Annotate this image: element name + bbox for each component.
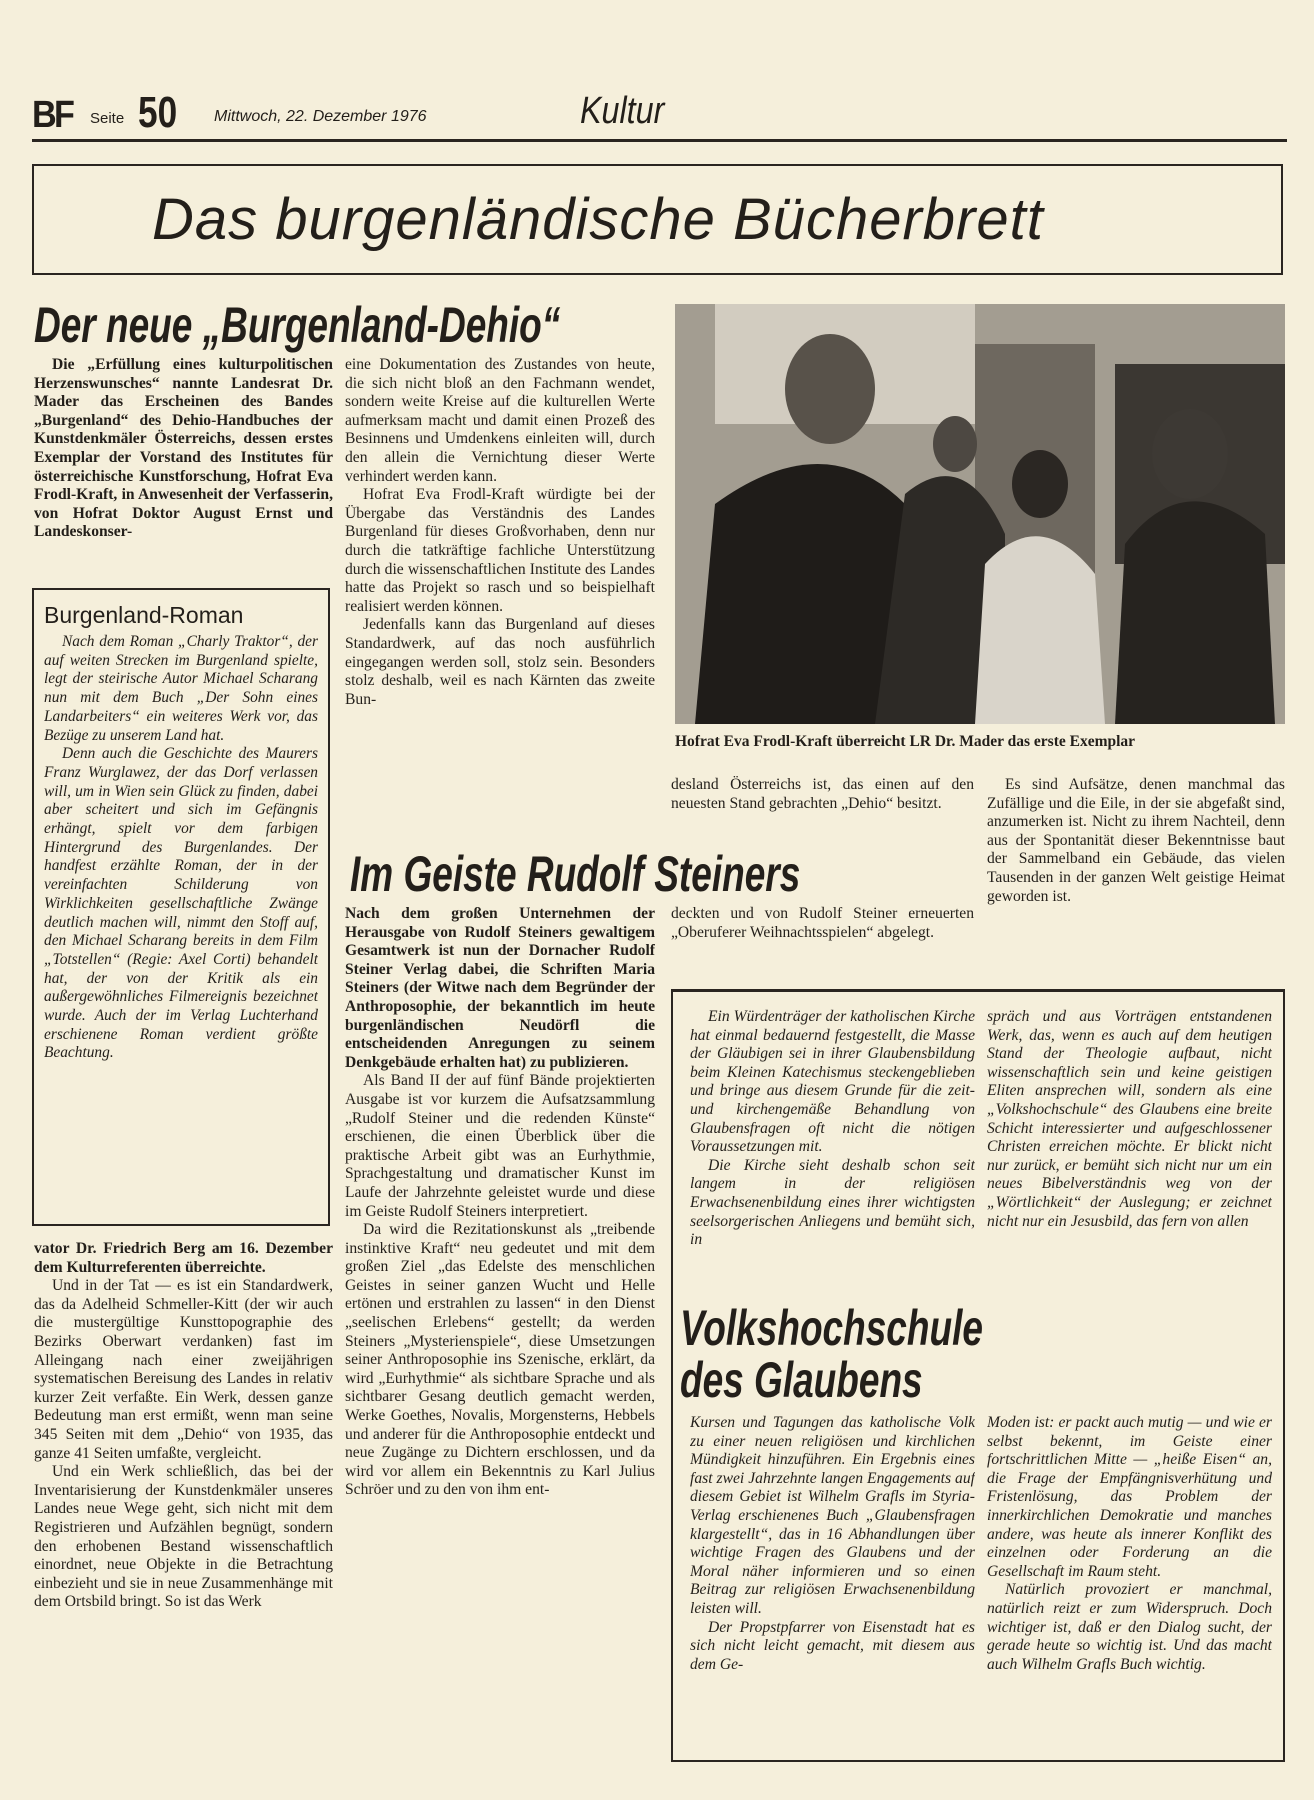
article-dehio-col2 bbox=[345, 356, 655, 826]
article-dehio-col1-bottom bbox=[34, 1240, 333, 1760]
article-vhs-bottom-right bbox=[987, 1414, 1272, 1754]
article-dehio-col1-top bbox=[34, 356, 333, 581]
header-rule bbox=[32, 139, 1287, 142]
paragraph: Ein Würdenträger der katholischen Kirche hat einmal bedauernd festgestellt, die Masse der Gläubigen sei in ihrer Glaubensbildung beim Kleinen Katechismus steckengeblieben und bringe aus diesem Grunde für die zeit- und kirchengemäße Behandlung von Glaubensfragen oft nicht die nötigen Voraussetzungen mit. bbox=[690, 1008, 975, 1156]
article-steiner-col3 bbox=[671, 905, 974, 965]
paragraph: Nach dem großen Unternehmen der Herausgabe von Rudolf Steiners gewaltigem Gesamtwerk ist nun der Dornacher Rudolf Steiner Verlag dabei, die Schriften Maria Steiners (der Witwe nach dem Begründer der Anthroposophie, der bekanntlich im heute burgenländischen Neudörfl die entscheidenden Anregungen zu seinem Denkgebäude erhalten hat) zu publizieren. bbox=[345, 905, 655, 1071]
paragraph: Hofrat Eva Frodl-Kraft würdigte bei der Übergabe das Verständnis des Landes Burgenland für dieses Großvorhaben, denn nur durch die tatkräftige fachliche Unterstützung durch die wissenschaftlichen Institute des Landes hatte das Projekt so rasch und so beispielhaft realisiert werden können. bbox=[345, 486, 655, 615]
newspaper-logo: BF bbox=[32, 94, 73, 136]
article-headline-dehio: Der neue „Burgenland-Dehio“ bbox=[34, 297, 561, 353]
paragraph: spräch und aus Vorträgen entstandenen Werk, das, wenn es auch auf dem heutigen Stand der Theologie aufbaut, nicht wissenschaftlich sein und keine geistigen Eliten ansprechen will, sondern als eine „Volkshochschule“ des Glaubens eine breite Schicht interessierter und aufgeschlossener Christen erreichen möchte. Er blickt nicht nur zurück, er bemüht sich nicht nur um ein neues Bibelverständnis weg von der „Wörtlichkeit“ der Auslegung; er zeichnet nicht nur ein Jesusbild, das fern von allen bbox=[987, 1008, 1272, 1230]
paragraph: Die „Erfüllung eines kulturpolitischen Herzenswunsches“ nannte Landesrat Dr. Mader das Erscheinen des Bandes „Burgenland“ des Dehio-Handbuches der Kunstdenkmäler Österreichs, dessen erstes Exemplar der Vorstand des Institutes für österreichische Kunstforschung, Hofrat Eva Frodl-Kraft, in Anwesenheit der Verfasserin, von Hofrat Doktor August Ernst und Landeskonser- bbox=[34, 356, 333, 541]
article-photo bbox=[675, 304, 1285, 724]
sidebar-title: Burgenland-Roman bbox=[44, 602, 244, 628]
photo-people-illustration bbox=[675, 304, 1285, 724]
issue-date: Mittwoch, 22. Dezember 1976 bbox=[214, 108, 427, 125]
article-vhs-top-left bbox=[690, 1008, 975, 1286]
paragraph: Da wird die Rezitationskunst als „treibende instinktive Kraft“ neu gedeutet und mit dem großen Ziel „das Edelste des menschlichen Geistes in seiner ganzen Wucht und Helle ertönen und erstrahlen zu lassen“ in den Dienst „seelischen Erlebens“ gestellt; da werden Steiners „Mysterienspiele“, diese Umsetzungen seiner Anthroposophie ins Szenische, erklärt, da wird „Eurhythmie“ als sichtbare Sprache und als sichtbarer Gesang deutlich gemacht werden, Werke Goethes, Novalis, Morgensterns, Hebbels und anderer für die Anthroposophie entdeckt und neue Zugänge zu Dichtern erschlossen, und da wird vor allem ein Bekenntnis zu Karl Julius Schröer und zu den von ihm ent- bbox=[345, 1221, 655, 1499]
article-headline-steiner: Im Geiste Rudolf Steiners bbox=[350, 846, 801, 902]
paragraph: Natürlich provoziert er manchmal, natürlich reizt er zum Widerspruch. Doch wichtiger ist, daß er den Dialog sucht, der gerade heute so wichtig ist. Und das macht auch Wilhelm Grafls Buch wichtig. bbox=[987, 1581, 1272, 1673]
page-header bbox=[32, 88, 1287, 140]
paragraph: desland Österreichs ist, das einen auf den neuesten Stand gebrachten „Dehio“ besitzt. bbox=[671, 776, 974, 812]
sidebar-box-burgenland-roman bbox=[32, 588, 330, 1226]
paragraph: vator Dr. Friedrich Berg am 16. Dezember dem Kulturreferenten überreichte. bbox=[34, 1240, 333, 1276]
paragraph: Kursen und Tagungen das katholische Volk zu einer neuen religiösen und kirchlichen Mündigkeit hinzuführen. Ein Ergebnis eines fast zwei Jahrzehnte langen Engagements auf diesem Gebiet ist Wilhelm Grafls im Styria-Verlag erschienenes Buch „Glaubensfragen klargestellt“, das in 16 Abhandlungen über wichtige Fragen des Glaubens und der Moral näher informieren und so einen Beitrag zur religiösen Erwachsenenbildung leisten will. bbox=[690, 1414, 975, 1617]
page-label: Seite bbox=[90, 110, 125, 127]
paragraph: Nach dem Roman „Charly Traktor“, der auf weiten Strecken im Burgenland spielte, legt der steirische Autor Michael Scharang nun mit dem Buch „Der Sohn eines Landarbeiters“ ein weiteres Werk vor, das Bezüge zu unserem Land hat. bbox=[44, 633, 318, 744]
page-title-box bbox=[32, 164, 1283, 275]
article-vhs-top-right bbox=[987, 1008, 1272, 1286]
paragraph: Und in der Tat — es ist ein Standardwerk, das da Adelheid Schmeller-Kitt (der wir auch die mustergültige Kunsttopographie des Bezirks Oberwart verdanken) fast im Alleingang nach einer zweijährigen systematischen Bereisung des Landes in relativ kurzer Zeit verfaßte. Ein Werk, dessen ganze Bedeutung man erst ermißt, wenn man seine 345 Seiten mit dem „Dehio“ von 1935, das ganze 41 Seiten umfaßte, vergleicht. bbox=[34, 1277, 333, 1462]
paragraph: Die Kirche sieht deshalb schon seit langem in der religiösen Erwachsenenbildung eines ihrer wichtigsten seelsorgerischen Anliegens und bemüht sich, in bbox=[690, 1156, 975, 1249]
article-headline-volkshochschule bbox=[680, 1302, 1089, 1406]
paragraph: eine Dokumentation des Zustandes von heute, die sich nicht bloß an den Fachmann wendet, sondern weite Kreise auf die kulturellen Werte aufmerksam macht und damit einen Prozeß des Besinnens und Umdenkens einleiten will, durch den allein die Vernichtung dieser Werte verhindert werden kann. bbox=[345, 356, 655, 485]
paragraph: Als Band II der auf fünf Bände projektierten Ausgabe ist vor kurzem die Aufsatzsammlung „Rudolf Steiner und die redenden Künste“ erschienen, die einen Überblick über die praktische Arbeit gibt was an Eurhythmie, Sprachgestaltung und dramatischer Kunst im Laufe der Jahrzehnte geleistet wurde und diese im Geiste Rudolf Steiners interpretiert. bbox=[345, 1072, 655, 1220]
paragraph: Und ein Werk schließlich, das bei der Inventarisierung der Kunstdenkmäler unseres Landes neue Wege geht, sich nicht mit dem Registrieren und Aufzählen begnügt, sondern den erhobenen Bestand wissenschaftlich einordnet, neue Objekte in die Betrachtung einbezieht und sie in neue Zusammenhänge mit dem Ortsbild bringt. So ist das Werk bbox=[34, 1463, 333, 1611]
article-dehio-col3 bbox=[671, 776, 974, 836]
paragraph: Jedenfalls kann das Burgenland auf dieses Standardwerk, auf das noch ausführlich eingegangen werden soll, stolz sein. Besonders stolz deshalb, weil es nach Kärnten das zweite Bun- bbox=[345, 616, 655, 708]
section-name: Kultur bbox=[580, 90, 665, 132]
headline-line: des Glaubens bbox=[680, 1352, 923, 1408]
page-title: Das burgenländische Bücherbrett bbox=[152, 187, 1044, 252]
headline-line: Volkshochschule bbox=[680, 1300, 983, 1356]
page-number: 50 bbox=[138, 88, 178, 137]
paragraph: Es sind Aufsätze, denen manchmal das Zufällige und die Eile, in der sie abgefaßt sind, anzumerken ist. Nicht zu ihrem Nachteil, denn aus der Spontanität dieser Bekenntnisse baut der Sammelband ein Gebäude, das vielen Tausenden in der ganzen Welt geistige Heimat geworden ist. bbox=[987, 776, 1285, 905]
photo-caption: Hofrat Eva Frodl-Kraft überreicht LR Dr. Mader das erste Exemplar bbox=[675, 733, 1136, 750]
article-steiner-col2 bbox=[345, 905, 655, 1760]
article-steiner-col4 bbox=[987, 776, 1285, 961]
paragraph: deckten und von Rudolf Steiner erneuerten „Oberuferer Weihnachtsspielen“ abgelegt. bbox=[671, 905, 974, 941]
sidebar-body bbox=[44, 633, 318, 1223]
paragraph: Der Propstpfarrer von Eisenstadt hat es sich nicht leicht gemacht, mit diesem aus dem Ge- bbox=[690, 1618, 975, 1673]
paragraph: Moden ist: er packt auch mutig — und wie er selbst bekennt, im Geiste einer fortschrittlichen Mitte — „heiße Eisen“ an, die Frage der Empfängnisverhütung und Fristenlösung, das Problem der innerkirchlichen Demokratie und manches andere, was heute als innerer Konflikt des einzelnen oder Forderung an die Gesellschaft im Raum steht. bbox=[987, 1414, 1272, 1580]
paragraph: Denn auch die Geschichte des Maurers Franz Wurglawez, der das Dorf verlassen will, um in Wien sein Glück zu finden, dabei aber scheitert und sich im Gefängnis erhängt, spielt vor dem farbigen Hintergrund des Burgenlandes. Der handfest erzählte Roman, der in der vereinfachten Schilderung von Wirklichkeiten gesellschaftliche Zwänge deutlich machen will, nimmt den Stoff auf, den Michael Scharang bereits in dem Film „Totstellen“ (Regie: Axel Corti) behandelt hat, der von der Kritik als ein außergewöhnliches Filmereignis bezeichnet wurde. Auch der im Verlag Luchterhand erschienene Roman verdient größte Beachtung. bbox=[44, 745, 318, 1062]
article-vhs-bottom-left bbox=[690, 1414, 975, 1754]
